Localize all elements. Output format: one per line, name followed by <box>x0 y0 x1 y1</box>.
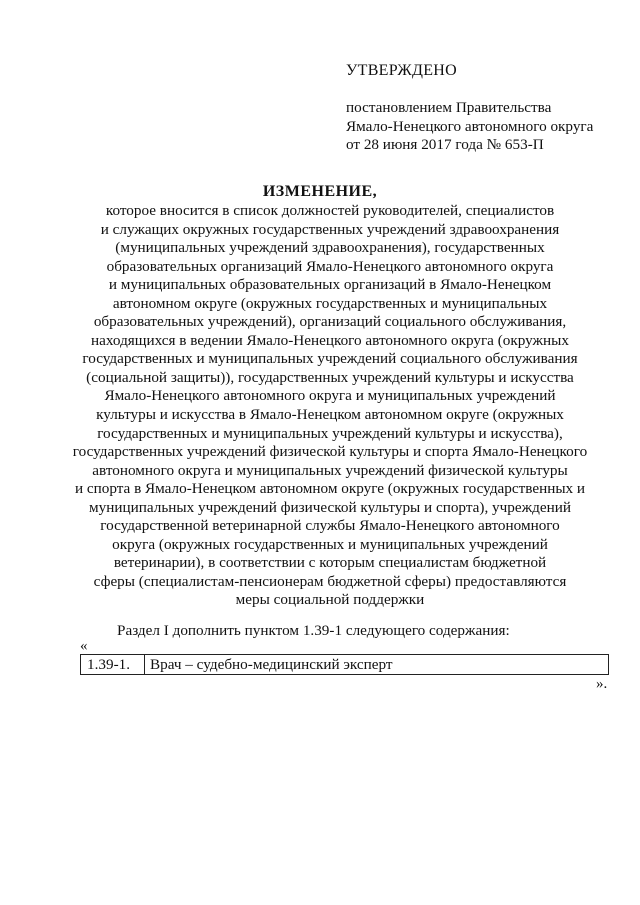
subtitle-line: (муниципальных учреждений здравоохранения), государственных <box>115 239 545 257</box>
subtitle-line: государственной ветеринарной службы Ямало-Ненецкого автономного <box>100 517 560 535</box>
item-number-cell: 1.39-1. <box>81 655 145 674</box>
subtitle-line: муниципальных учреждений физической культуры и спорта), учреждений <box>89 498 571 516</box>
subtitle-line: сферы (специалистам-пенсионерам бюджетной сферы) предоставляются <box>93 572 567 590</box>
document-subtitle <box>60 202 600 610</box>
opening-quote: « <box>80 638 88 654</box>
approval-details <box>346 99 593 155</box>
subtitle-line: образовательных организаций Ямало-Ненецкого автономного округа <box>106 257 554 275</box>
subtitle-line: образовательных учреждений), организаций социального обслуживания, <box>93 313 567 331</box>
subtitle-line: автономном округе (окружных государственных и муниципальных <box>112 294 548 312</box>
item-text-cell: Врач – судебно-медицинский эксперт <box>150 656 393 673</box>
subtitle-line: которое вносится в список должностей руководителей, специалистов <box>105 202 555 219</box>
closing-quote: ». <box>596 676 608 692</box>
subtitle-line: Ямало-Ненецкого автономного округа и муниципальных учреждений <box>104 387 556 405</box>
subtitle-line: меры социальной поддержки <box>235 591 425 609</box>
subtitle-line: находящихся в ведении Ямало-Ненецкого автономного округа (окружных <box>91 331 569 349</box>
amendment-table-row <box>80 654 609 675</box>
subtitle-line: культуры и искусства в Ямало-Ненецком автономном округе (окружных <box>96 406 564 424</box>
subtitle-line: государственных учреждений физической культуры и спорта Ямало-Ненецкого <box>72 443 588 461</box>
subtitle-line: ветеринарии), в соответствии с которым специалистам бюджетной <box>113 554 547 572</box>
subtitle-line: государственных и муниципальных учреждений культуры и искусства), <box>97 424 563 442</box>
subtitle-line: и служащих окружных государственных учреждений здравоохранения <box>100 220 560 238</box>
subtitle-line: государственных и муниципальных учреждений социального обслуживания <box>82 350 578 368</box>
approval-line: Ямало-Ненецкого автономного округа <box>346 117 594 135</box>
approval-line: постановлением Правительства <box>346 99 552 116</box>
document-title: ИЗМЕНЕНИЕ, <box>262 183 378 200</box>
subtitle-line: и спорта в Ямало-Ненецком автономном округе (окружных государственных и <box>74 480 586 498</box>
subtitle-line: (социальной защиты)), государственных учреждений культуры и искусства <box>86 368 574 386</box>
subtitle-line: округа (окружных государственных и муниципальных учреждений <box>112 535 548 553</box>
approved-stamp-heading: УТВЕРЖДЕНО <box>346 62 458 79</box>
approval-line: от 28 июня 2017 года № 653-П <box>346 136 544 153</box>
subtitle-line: и муниципальных образовательных организаций в Ямало-Ненецком <box>108 276 552 294</box>
subtitle-line: автономного округа и муниципальных учреждений физической культуры <box>92 461 568 479</box>
section-instruction: Раздел I дополнить пунктом 1.39-1 следующего содержания: <box>117 622 510 639</box>
